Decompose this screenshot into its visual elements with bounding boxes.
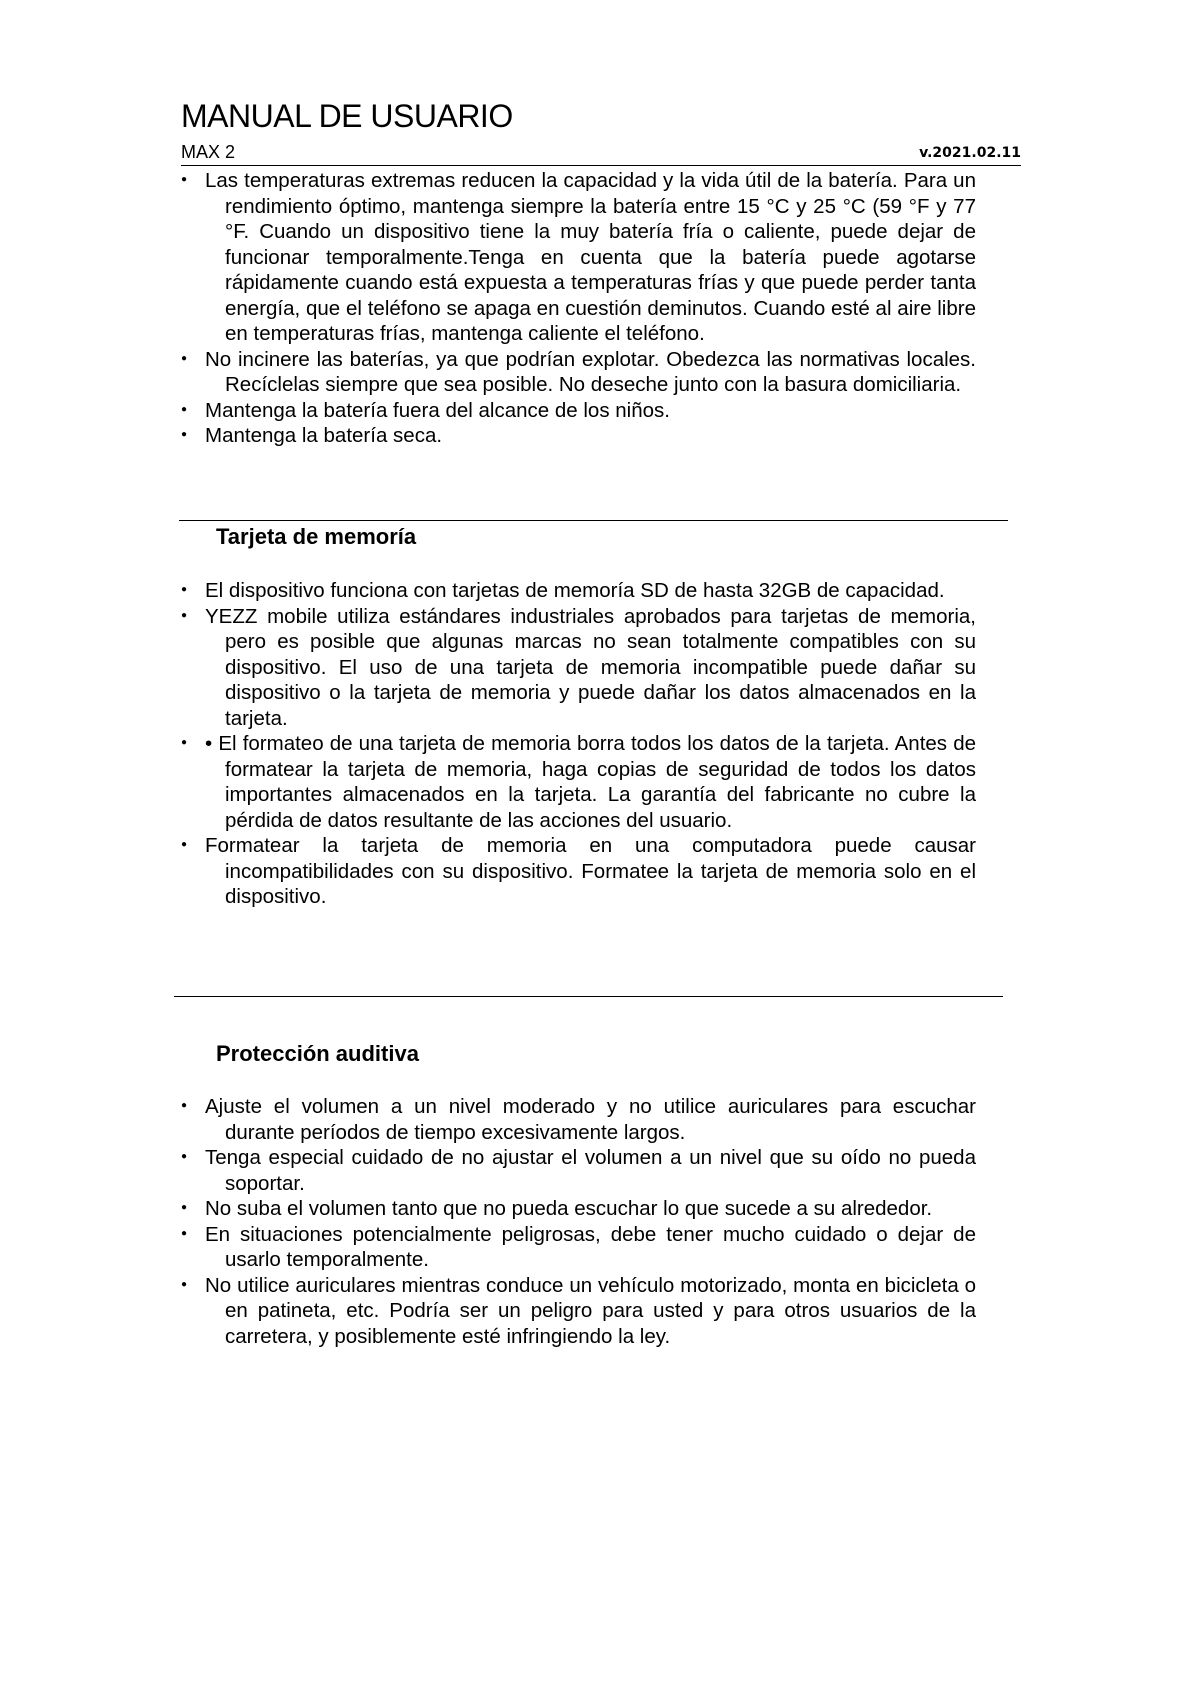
divider [179,520,1008,521]
memory-list [181,578,976,910]
model-name: MAX 2 [181,142,236,162]
page-subheader [181,141,1021,166]
list-item: ● Ajuste el volumen a un nivel moderado y no utilice auriculares para escuchar durante períodos de tiempo excesivamente largos. [181,1094,976,1145]
list-item: ● Mantenga la batería fuera del alcance de los niños. [181,398,976,424]
divider [174,996,1003,997]
list-item: ● • El formateo de una tarjeta de memoria borra todos los datos de la tarjeta. Antes de formatear la tarjeta de memoria, haga copias de seguridad de todos los datos importantes almacenados en la tarjeta. La garantía del fabricante no cubre la pérdida de datos resultante de las acciones del usuario. [181,731,976,833]
bullet-icon [205,1273,211,1301]
bullet-icon [205,398,211,426]
bullet-icon [205,423,211,451]
bullet-icon [205,168,211,196]
memory-section-title: Tarjeta de memoría [216,524,417,549]
hearing-list [181,1094,976,1349]
bullet-icon [205,578,211,606]
bullet-icon [205,1145,211,1173]
list-item: ● Tenga especial cuidado de no ajustar el volumen a un nivel que su oído no pueda soportar. [181,1145,976,1196]
list-item: ● No incinere las baterías, ya que podrían explotar. Obedezca las normativas locales. Recíclelas siempre que sea posible. No deseche junto con la basura domiciliaria. [181,347,976,398]
version-label: v.2021.02.11 [919,145,1021,161]
bullet-icon [205,731,211,759]
bullet-icon [205,604,211,632]
list-item: ● YEZZ mobile utiliza estándares industriales aprobados para tarjetas de memoria, pero es posible que algunas marcas no sean totalmente compatibles con su dispositivo. El uso de una tarjeta de memoria incompatible puede dañar su dispositivo o la tarjeta de memoria y puede dañar los datos almacenados en la tarjeta. [181,604,976,732]
list-item: ● No suba el volumen tanto que no pueda escuchar lo que sucede a su alrededor. [181,1196,976,1222]
bullet-icon [205,347,211,375]
list-item: ● No utilice auriculares mientras conduce un vehículo motorizado, monta en bicicleta o en patineta, etc. Podría ser un peligro para usted y para otros usuarios de la carretera, y posiblemente esté infringiendo la ley. [181,1273,976,1350]
list-item: ● Las temperaturas extremas reducen la capacidad y la vida útil de la batería. Para un rendimiento óptimo, mantenga siempre la batería entre 15 °C y 25 °C (59 °F y 77 °F. Cuando un dispositivo tiene la muy batería fría o caliente, puede dejar de funcionar temporalmente.Tenga en cuenta que la batería puede agotarse rápidamente cuando está expuesta a temperaturas frías y que puede perder tanta energía, que el teléfono se apaga en cuestión deminutos. Cuando esté al aire libre en temperaturas frías, mantenga caliente el teléfono. [181,168,976,347]
bullet-icon [205,833,211,861]
bullet-icon [205,1196,211,1224]
page-title: MANUAL DE USUARIO [181,98,513,134]
list-item: ● En situaciones potencialmente peligrosas, debe tener mucho cuidado o dejar de usarlo temporalmente. [181,1222,976,1273]
battery-list [181,168,976,449]
bullet-icon [205,1094,211,1122]
hearing-section-title: Protección auditiva [216,1041,419,1066]
list-item: ● Formatear la tarjeta de memoria en una computadora puede causar incompatibilidades con su dispositivo. Formatee la tarjeta de memoria solo en el dispositivo. [181,833,976,910]
list-item: ● El dispositivo funciona con tarjetas de memoría SD de hasta 32GB de capacidad. [181,578,976,604]
bullet-icon [205,1222,211,1250]
list-item: ● Mantenga la batería seca. [181,423,976,449]
